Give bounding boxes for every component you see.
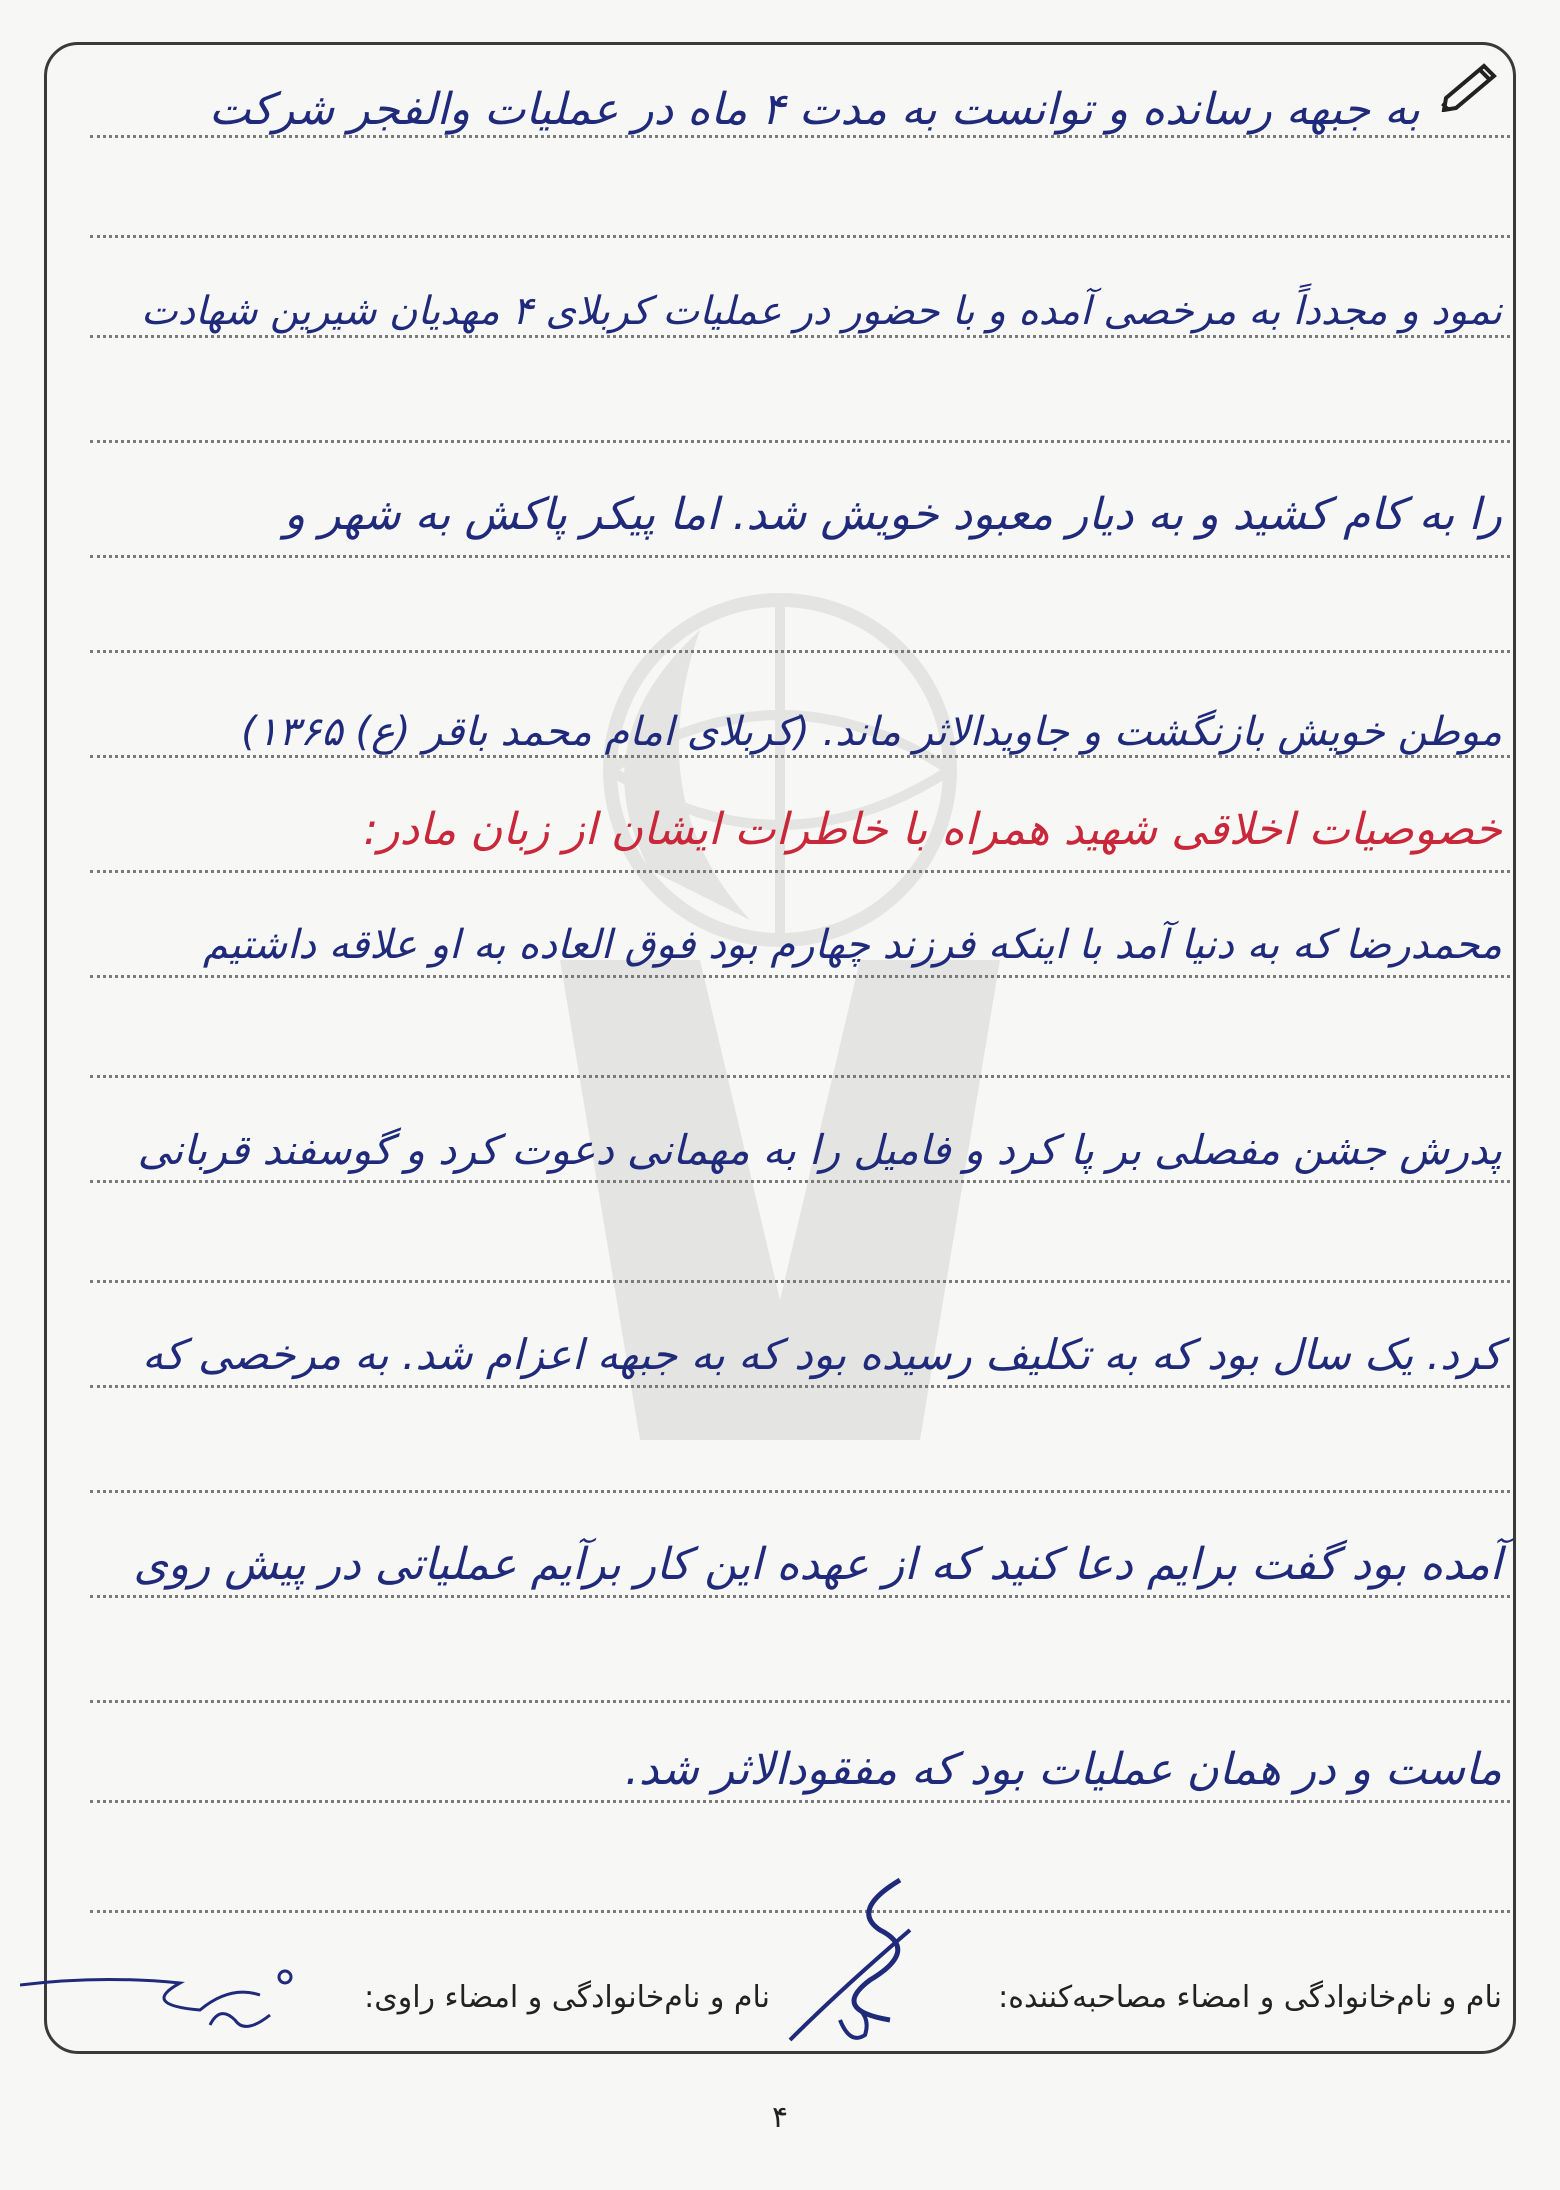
handwritten-line: به جبهه رسانده و توانست به مدت ۴ ماه در عملیات والفجر شرکت [209,84,1420,135]
ruled-line [90,1385,1510,1388]
ruled-line [90,1180,1510,1183]
handwritten-line: نمود و مجدداً به مرخصی آمده و با حضور در عملیات کربلای ۴ مهدیان شیرین شهادت [140,289,1502,334]
section-heading: خصوصیات اخلاقی شهید همراه با خاطرات ایشان از زبان مادر: [363,804,1502,855]
handwritten-line: آمده بود گفت برایم دعا کنید که از عهده این کار برآیم عملیاتی در پیش روی [133,1539,1502,1590]
ruled-line [90,870,1510,873]
handwritten-line: کرد. یک سال بود که به تکلیف رسیده بود که به جبهه اعزام شد. به مرخصی که [142,1330,1502,1379]
ruled-line [90,1595,1510,1598]
narrator-label: نام و نام‌خانوادگی و امضاء راوی: [364,1980,770,2015]
page-number: ۴ [771,2100,789,2135]
ruled-line [90,1280,1510,1283]
ruled-line [90,1800,1510,1803]
handwritten-line: پدرش جشن مفصلی بر پا کرد و فامیل را به مهمانی دعوت کرد و گوسفند قربانی [137,1126,1502,1174]
interviewer-label: نام و نام‌خانوادگی و امضاء مصاحبه‌کننده: [998,1980,1502,2015]
ruled-line [90,1490,1510,1493]
ruled-line [90,1075,1510,1078]
interviewer-signature [770,1870,970,2050]
ruled-line [90,235,1510,238]
handwritten-line: موطن خویش بازنگشت و جاویدالاثر ماند. (کربلای امام محمد باقر (ع) ۱۳۶۵) [241,709,1502,755]
ruled-line [90,555,1510,558]
handwritten-line: ماست و در همان عملیات بود که مفقودالاثر شد. [624,1744,1502,1795]
pen-writing-icon [1440,58,1502,112]
handwritten-line: را به کام کشید و به دیار معبود خویش شد. اما پیکر پاکش به شهر و [284,489,1502,540]
ruled-line [90,440,1510,443]
ruled-line [90,650,1510,653]
ruled-line [90,1700,1510,1703]
ruled-line [90,975,1510,978]
handwritten-line: محمدرضا که به دنیا آمد با اینکه فرزند چهارم بود فوق العاده به او علاقه داشتیم [202,922,1502,968]
narrator-signature [20,1965,300,2045]
